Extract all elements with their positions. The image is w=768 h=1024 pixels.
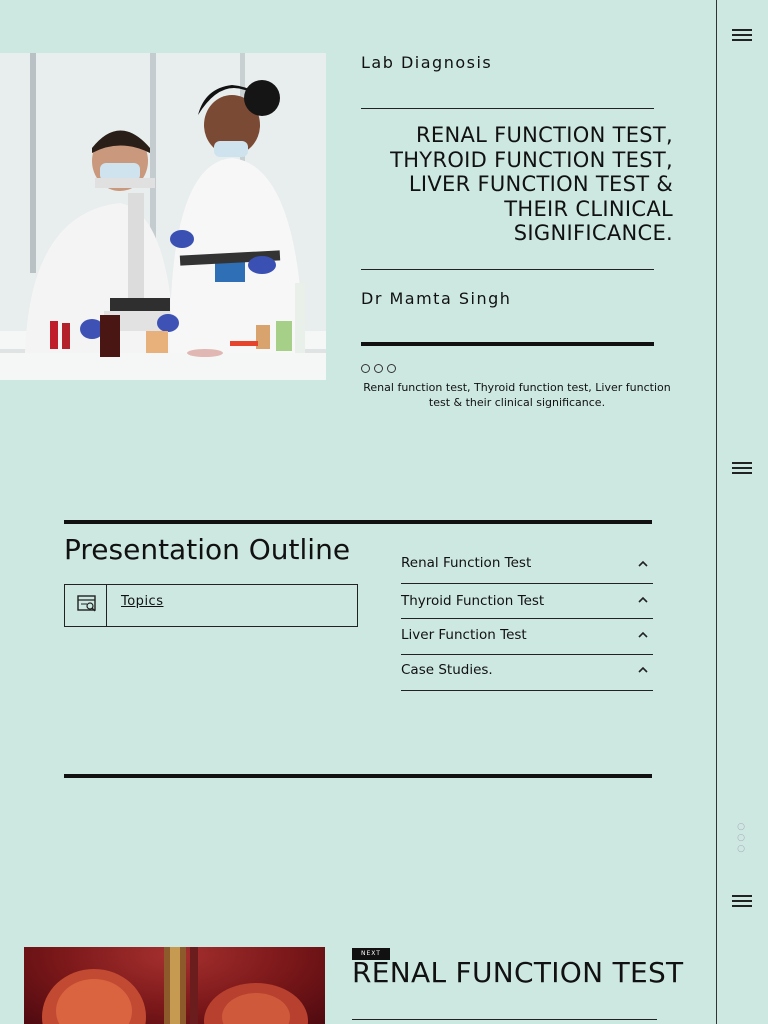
outline-item-case-studies[interactable] xyxy=(401,655,653,691)
chevron-up-icon[interactable] xyxy=(637,594,649,606)
title-line: RENAL FUNCTION TEST, xyxy=(416,123,673,147)
outline-item-renal[interactable] xyxy=(401,547,653,584)
outline-item-thyroid[interactable] xyxy=(401,584,653,619)
page-title xyxy=(361,123,673,246)
hero-caption: Renal function test, Thyroid function test, Liver function test & their clinical significance. xyxy=(363,381,671,409)
divider xyxy=(361,269,654,270)
carousel-dot-icon[interactable] xyxy=(361,364,370,373)
outline-item-label: Liver Function Test xyxy=(401,627,527,643)
sidebar-divider xyxy=(716,0,717,1024)
menu-icon[interactable] xyxy=(730,892,754,912)
divider xyxy=(361,108,654,109)
section-rule-bottom xyxy=(64,774,652,778)
outline-item-label: Case Studies. xyxy=(401,662,493,678)
carousel-dots[interactable] xyxy=(361,364,396,373)
topics-icon-cell xyxy=(65,585,107,626)
carousel-dot-icon[interactable] xyxy=(387,364,396,373)
divider xyxy=(352,1019,657,1020)
chevron-up-icon[interactable] xyxy=(637,664,649,676)
title-line: LIVER FUNCTION TEST & xyxy=(408,172,673,196)
chevron-up-icon[interactable] xyxy=(637,558,649,570)
menu-icon[interactable] xyxy=(730,459,754,479)
hero-lab-photo xyxy=(0,53,326,380)
topics-link[interactable]: Topics xyxy=(121,594,164,609)
section-title: Presentation Outline xyxy=(64,533,351,566)
outline-item-liver[interactable] xyxy=(401,619,653,655)
next-badge: NEXT xyxy=(352,948,390,960)
author-name: Dr Mamta Singh xyxy=(361,289,512,308)
title-line: SIGNIFICANCE. xyxy=(513,221,673,245)
outline-item-label: Renal Function Test xyxy=(401,555,532,571)
eyebrow-label: Lab Diagnosis xyxy=(361,53,493,72)
dots-indicator: ○○○ xyxy=(736,822,746,855)
document-search-icon xyxy=(65,585,106,626)
title-line: THYROID FUNCTION TEST, xyxy=(390,147,673,172)
chevron-up-icon[interactable] xyxy=(637,629,649,641)
carousel-dot-icon[interactable] xyxy=(374,364,383,373)
next-section-title: RENAL FUNCTION TEST xyxy=(352,956,684,989)
outline-item-label: Thyroid Function Test xyxy=(401,593,545,609)
kidney-image xyxy=(24,947,325,1024)
divider-thick xyxy=(361,342,654,346)
title-line: THEIR CLINICAL xyxy=(504,196,673,221)
outline-accordion xyxy=(401,547,653,691)
topics-box[interactable] xyxy=(64,584,358,627)
menu-icon[interactable] xyxy=(730,26,754,46)
section-rule-top xyxy=(64,520,652,524)
